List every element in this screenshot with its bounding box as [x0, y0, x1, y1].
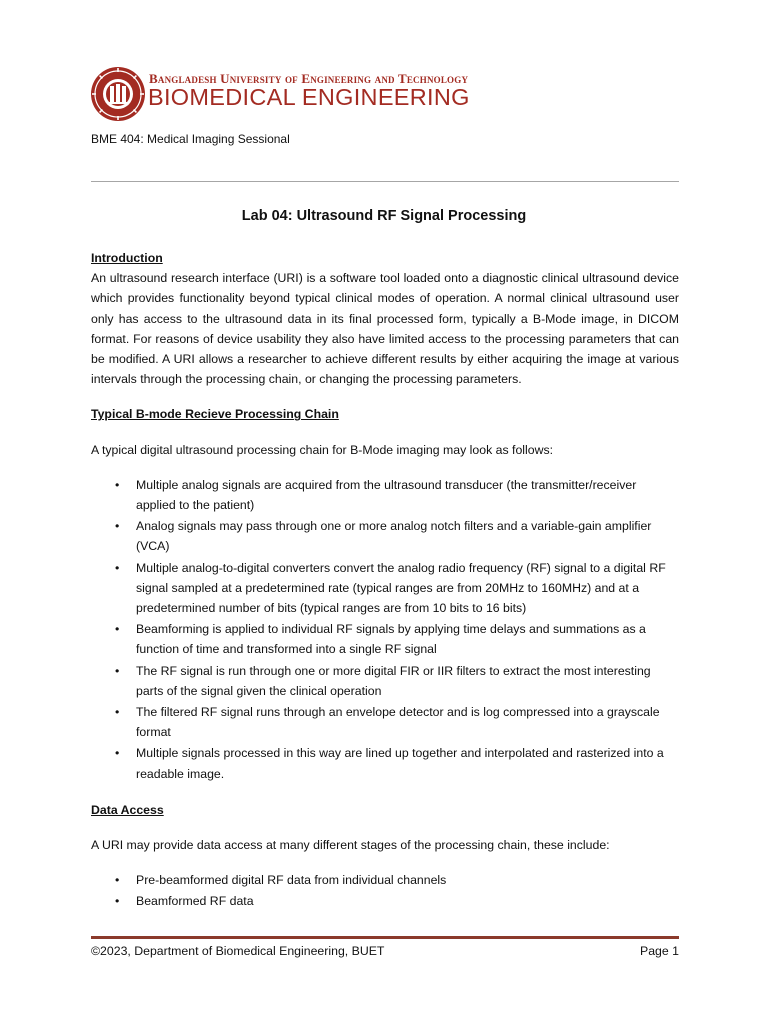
lab-title: Lab 04: Ultrasound RF Signal Processing — [241, 208, 527, 224]
bullet-icon: • — [115, 894, 120, 909]
processing-chain-heading: Typical B-mode Recieve Processing Chain — [91, 407, 339, 422]
document-body — [91, 248, 679, 913]
header-divider — [91, 181, 679, 182]
processing-chain-intro: A typical digital ultrasound processing chain for B-Mode imaging may look as follows: — [91, 442, 554, 457]
bullet-icon: • — [115, 622, 120, 637]
data-access-intro: A URI may provide data access at many different stages of the processing chain, these include: — [91, 838, 610, 853]
list-item: • Beamforming is applied to individual RF signals by applying time delays and summations as a function of time and transformed into a single RF signal — [91, 619, 679, 659]
footer-divider — [91, 936, 679, 939]
data-access-heading: Data Access — [91, 802, 164, 817]
bullet-icon: • — [115, 477, 120, 492]
list-item: • Analog signals may pass through one or more analog notch filters and a variable-gain amplifier (VCA) — [91, 516, 679, 556]
bullet-icon: • — [115, 746, 120, 761]
list-item: • Multiple signals processed in this way are lined up together and interpolated and rasterized into a readable image. — [91, 743, 679, 783]
course-label: BME 404: Medical Imaging Sessional — [91, 132, 290, 146]
university-seal-icon — [90, 66, 146, 122]
introduction-heading: Introduction — [91, 251, 163, 265]
bullet-icon: • — [115, 873, 120, 888]
list-item: • The filtered RF signal runs through an envelope detector and is log compressed into a grayscale format — [91, 702, 679, 742]
bullet-icon: • — [115, 519, 120, 534]
university-name: Bangladesh University of Engineering and Technology — [149, 71, 469, 86]
bullet-icon: • — [115, 705, 120, 720]
list-item: • Multiple analog-to-digital converters convert the analog radio frequency (RF) signal to a digital RF signal sampled at a predetermined rate (typical ranges are from 20MHz to 160MHz) and at a predetermined number of bits (typical ranges are from 10 bits to 16 bits) — [91, 558, 679, 619]
data-access-list — [91, 870, 679, 911]
footer-copyright: ©2023, Department of Biomedical Engineering, BUET — [91, 944, 385, 958]
bullet-icon: • — [115, 560, 120, 575]
processing-chain-list — [91, 475, 679, 784]
list-item: • The RF signal is run through one or more digital FIR or IIR filters to extract the most interesting parts of the signal given the clinical operation — [91, 661, 679, 701]
list-item: • Beamformed RF data — [91, 891, 679, 911]
list-item: • Pre-beamformed digital RF data from individual channels — [91, 870, 679, 890]
bullet-icon: • — [115, 663, 120, 678]
department-name: BIOMEDICAL ENGINEERING — [148, 84, 470, 110]
page-number: Page 1 — [640, 944, 679, 958]
list-item: • Multiple analog signals are acquired from the ultrasound transducer (the transmitter/receiver applied to the patient) — [91, 475, 679, 515]
introduction-paragraph: An ultrasound research interface (URI) is a software tool loaded onto a diagnostic clinical ultrasound device which provides functionality beyond typical clinical modes of operation. A normal clinical ultrasound user only has access to the ultrasound data in its final processed form, typically a B-Mode image, in DICOM format. For reasons of device usability they also have limited access to the processing parameters that can be modified. A URI allows a researcher to achieve different results by either acquiring the image at various intervals through the processing chain, or changing the processing parameters. — [91, 271, 679, 387]
